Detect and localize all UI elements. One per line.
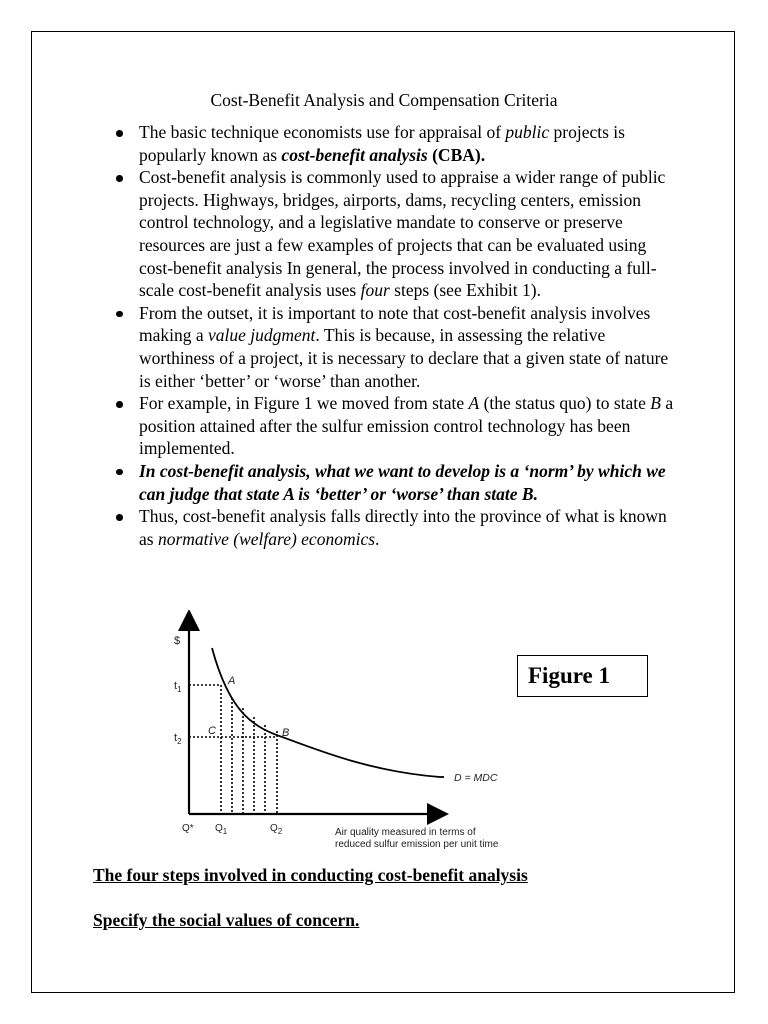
bullet-dot [116,469,123,476]
x-axis-label-line1: Air quality measured in terms of [335,827,476,838]
bullet-dot [116,175,123,182]
bullet-list [112,121,682,550]
specify-heading: Specify the social values of concern. [93,910,360,930]
bullet-item: From the outset, it is important to note that cost-benefit analysis involves making a value judgment. This is because, in assessing the relative worthiness of a project, it is necessary to declare that a given state of nature is either ‘better’ or ‘worse’ than another. [112,302,682,392]
curve-label: D = MDC [454,772,498,784]
bullet-dot [116,130,123,137]
t1-label: $t_1$ [174,680,182,694]
x-axis-label-line2: reduced sulfur emission per unit time [335,839,499,850]
bullet-item: The basic technique economists use for appraisal of public projects is popularly known as cost-benefit analysis (CBA). [112,121,682,166]
bullet-item-emphasis: In cost-benefit analysis, what we want to develop is a ‘norm’ by which we can judge that state A is ‘better’ or ‘worse’ than state B. [112,460,682,505]
bullet-dot [116,514,123,521]
t2-label: $t_2$ [174,732,182,746]
point-c-label: C [208,725,216,737]
point-b-label: B [282,727,290,739]
bullet-item: Cost-benefit analysis is commonly used to appraise a wider range of public projects. Highways, bridges, airports, dams, recycling centers, emission control technology, and a legislative mandate to conserve or preserve resources are just a few examples of projects that can be evaluated using cost-benefit analysis In general, the process involved in conducting a full-scale cost-benefit analysis uses four steps (see Exhibit 1). [112,166,682,302]
bullet-item: For example, in Figure 1 we moved from state A (the status quo) to state B a position attained after the sulfur emission control technology has been implemented. [112,392,682,460]
origin-label: Q* [182,823,194,834]
bullet-dot [116,311,123,318]
y-axis-label: $ [174,635,181,647]
q2-label: $Q_2$ [270,823,283,836]
point-a-label: A [228,675,236,687]
figure-1-diagram [160,610,560,855]
document-title: Cost-Benefit Analysis and Compensation Criteria [210,90,558,110]
figure-label-box: Figure 1 [517,655,648,697]
q1-label: $Q_1$ [215,823,228,836]
steps-heading: The four steps involved in conducting cost-benefit analysis [93,865,528,885]
bullet-dot [116,401,123,408]
bullet-item: Thus, cost-benefit analysis falls directly into the province of what is known as normative (welfare) economics. [112,505,682,550]
demand-curve [212,648,440,777]
